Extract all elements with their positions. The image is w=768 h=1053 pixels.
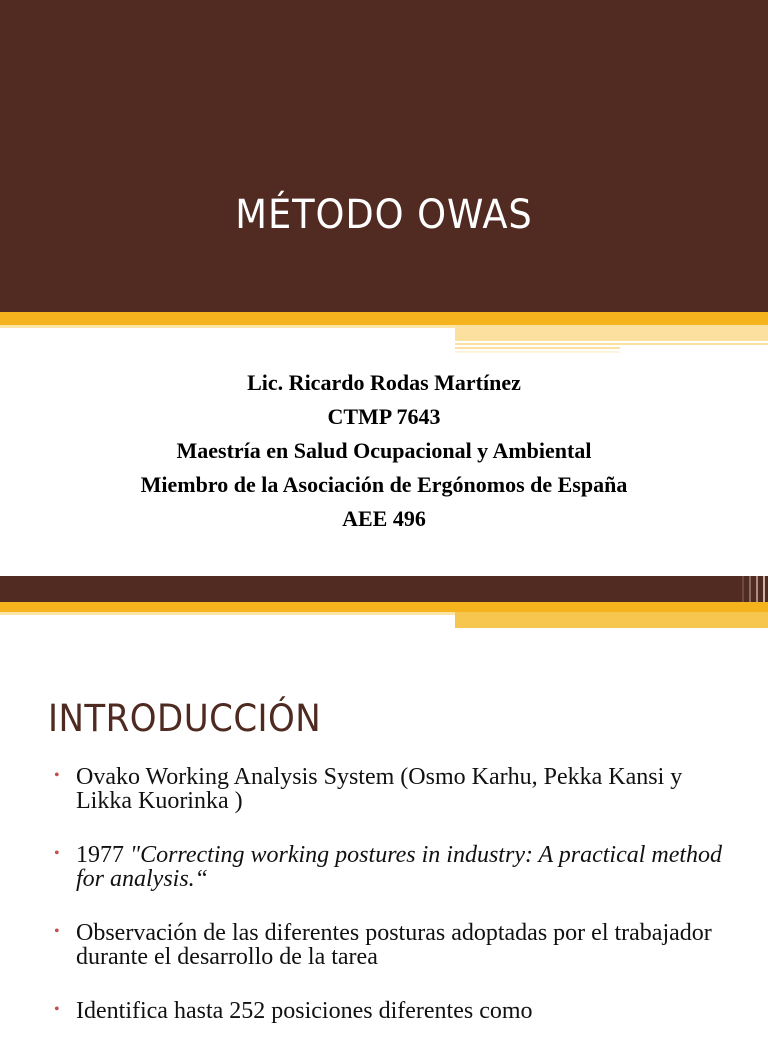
list-item (52, 921, 742, 969)
bullet-text: Observación de las diferentes posturas adoptadas por el trabajador durante el desarrollo de la tarea (76, 920, 712, 970)
author-degree: Maestría en Salud Ocupacional y Ambiental (176, 438, 592, 463)
bullet-citation: "Correcting working postures in industry: A practical method for analysis.“ (76, 842, 723, 892)
bullet-prefix: 1977 (76, 842, 130, 868)
title-slide-header (0, 0, 768, 312)
decorative-bands-bottom (0, 576, 768, 628)
list-item (52, 999, 742, 1023)
bullet-icon: • (54, 845, 60, 862)
author-member-id: AEE 496 (342, 506, 426, 531)
bullet-icon: • (54, 1001, 60, 1018)
list-item (52, 765, 742, 813)
author-info (0, 366, 768, 536)
bullet-list (52, 765, 742, 1053)
slide-title: MÉTODO OWAS (235, 192, 533, 238)
bullet-icon: • (54, 767, 60, 784)
bullet-icon: • (54, 923, 60, 940)
author-membership: Miembro de la Asociación de Ergónomos de España (140, 472, 628, 497)
bullet-text: Ovako Working Analysis System (Osmo Karhu, Pekka Kansi y Likka Kuorinka ) (76, 764, 683, 814)
bullet-text: Identifica hasta 252 posiciones diferentes como (76, 998, 533, 1024)
list-item (52, 843, 742, 891)
decorative-bands-top (0, 312, 768, 357)
section-title: INTRODUCCIÓN (48, 697, 322, 740)
author-registration: CTMP 7643 (327, 404, 441, 429)
author-name: Lic. Ricardo Rodas Martínez (247, 370, 521, 395)
